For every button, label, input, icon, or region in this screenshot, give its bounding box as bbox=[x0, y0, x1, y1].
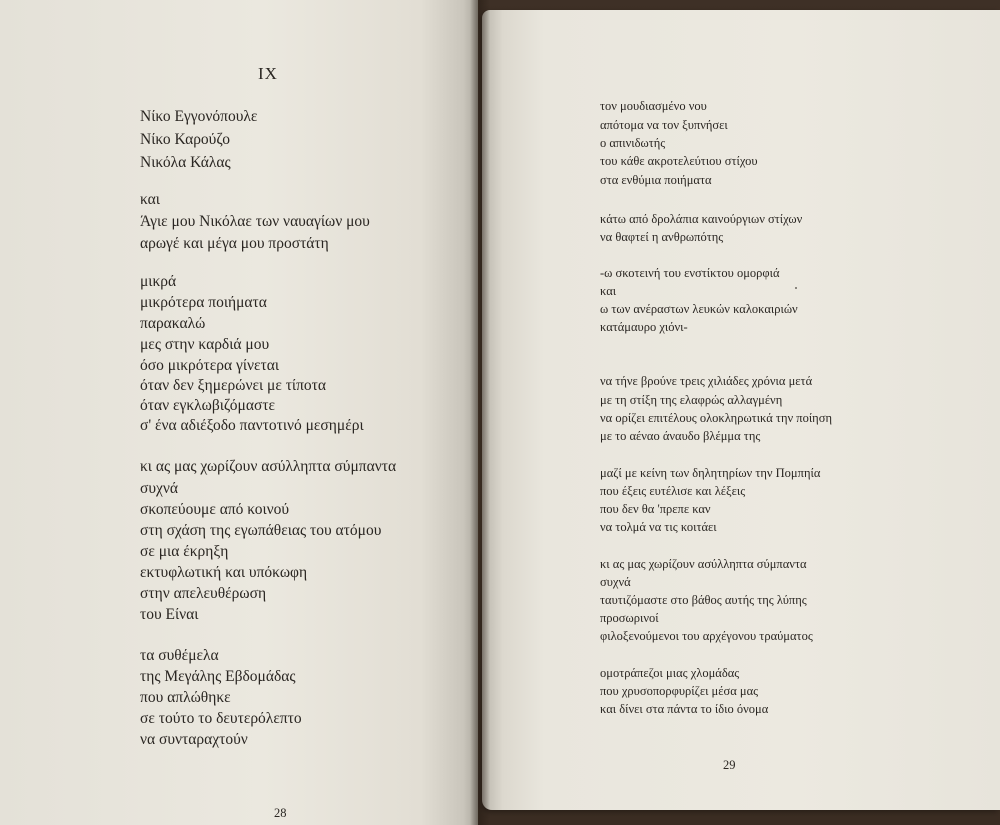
verse-line: του Είναι bbox=[140, 606, 199, 623]
verse-line: όταν εγκλωβιζόμαστε bbox=[140, 397, 276, 414]
verse-line: τα συθέμελα bbox=[140, 647, 219, 664]
verse-line: σ' ένα αδιέξοδο παντοτινό μεσημέρι bbox=[140, 417, 364, 434]
verse-line: σε τούτο το δευτερόλεπτο bbox=[140, 710, 302, 727]
verse-line: τον μουδιασμένο νου bbox=[600, 99, 707, 113]
verse-line: που έξεις ευτέλισε και λέξεις bbox=[600, 484, 746, 498]
verse-line: της Μεγάλης Εβδομάδας bbox=[140, 668, 296, 685]
verse-line: συχνά bbox=[600, 575, 631, 589]
verse-line: στα ενθύμια ποιήματα bbox=[600, 173, 712, 187]
verse-line: ω των ανέραστων λευκών καλοκαιριών bbox=[600, 302, 798, 316]
verse-line: σκοπεύουμε από κοινού bbox=[140, 501, 290, 518]
verse-line: μαζί με κείνη των δηλητηρίων την Πομπηία bbox=[600, 466, 821, 480]
verse-line: μικρότερα ποιήματα bbox=[140, 294, 267, 311]
verse-line: όσο μικρότερα γίνεται bbox=[140, 357, 280, 374]
verse-line: κι ας μας χωρίζουν ασύλληπτα σύμπαντα bbox=[600, 557, 807, 571]
verse-line: κι ας μας χωρίζουν ασύλληπτα σύμπαντα bbox=[140, 458, 397, 475]
verse-line: Νίκο Εγγονόπουλε bbox=[140, 108, 258, 125]
verse-line: ομοτράπεζοι μιας χλομάδας bbox=[600, 666, 740, 680]
verse-line: Νίκο Καρούζο bbox=[140, 131, 230, 148]
poem-heading: IX bbox=[258, 64, 278, 83]
verse-line: Νικόλα Κάλας bbox=[140, 154, 231, 171]
verse-line: και δίνει στα πάντα το ίδιο όνομα bbox=[600, 702, 769, 716]
verse-line: του κάθε ακροτελεύτιου στίχου bbox=[600, 154, 758, 168]
verse-line: και bbox=[600, 284, 617, 298]
verse-line: παρακαλώ bbox=[140, 315, 206, 332]
verse-line: σε μια έκρηξη bbox=[140, 543, 229, 560]
verse-line: κατάμαυρο χιόνι- bbox=[600, 320, 688, 334]
verse-line: μες στην καρδιά μου bbox=[140, 336, 270, 353]
verse-line: -ω σκοτεινή του ενστίκτου ομορφιά bbox=[600, 266, 780, 280]
verse-line: απότομα να τον ξυπνήσει bbox=[600, 118, 728, 132]
verse-line: ο απινιδωτής bbox=[600, 136, 666, 150]
verse-line: να ορίζει επιτέλους ολοκληρωτικά την ποίηση bbox=[600, 411, 832, 425]
verse-line: με τη στίξη της ελαφρώς αλλαγμένη bbox=[600, 393, 783, 407]
verse-line: και bbox=[140, 191, 160, 208]
verse-line: συχνά bbox=[140, 480, 179, 497]
paper-speck bbox=[795, 287, 797, 289]
verse-line: να συνταραχτούν bbox=[140, 731, 248, 748]
page-number-left: 28 bbox=[274, 806, 287, 820]
verse-line: που δεν θα 'πρεπε καν bbox=[600, 502, 711, 516]
verse-line: με το αέναο άναυδο βλέμμα της bbox=[600, 429, 761, 443]
verse-line: όταν δεν ξημερώνει με τίποτα bbox=[140, 377, 327, 394]
verse-line: που χρυσοπορφυρίζει μέσα μας bbox=[600, 684, 759, 698]
verse-line: που απλώθηκε bbox=[140, 689, 231, 706]
verse-line: στην απελευθέρωση bbox=[140, 585, 267, 602]
verse-line: στη σχάση της εγωπάθειας του ατόμου bbox=[140, 522, 382, 539]
verse-line: Άγιε μου Νικόλαε των ναυαγίων μου bbox=[140, 213, 370, 230]
book-gutter bbox=[470, 0, 490, 825]
verse-line: αρωγέ και μέγα μου προστάτη bbox=[140, 235, 329, 252]
page-number-right: 29 bbox=[723, 758, 736, 772]
verse-line: κάτω από δρολάπια καινούργιων στίχων bbox=[600, 212, 803, 226]
verse-line: εκτυφλωτική και υπόκωφη bbox=[140, 564, 308, 581]
verse-line: ταυτιζόμαστε στο βάθος αυτής της λύπης bbox=[600, 593, 807, 607]
verse-line: να θαφτεί η ανθρωπότης bbox=[600, 230, 724, 244]
verse-line: να τήνε βρούνε τρεις χιλιάδες χρόνια μετά bbox=[600, 374, 813, 388]
verse-line: φιλοξενούμενοι του αρχέγονου τραύματος bbox=[600, 629, 813, 643]
verse-line: προσωρινοί bbox=[600, 611, 659, 625]
verse-line: να τολμά να τις κοιτάει bbox=[600, 520, 717, 534]
verse-line: μικρά bbox=[140, 273, 177, 290]
